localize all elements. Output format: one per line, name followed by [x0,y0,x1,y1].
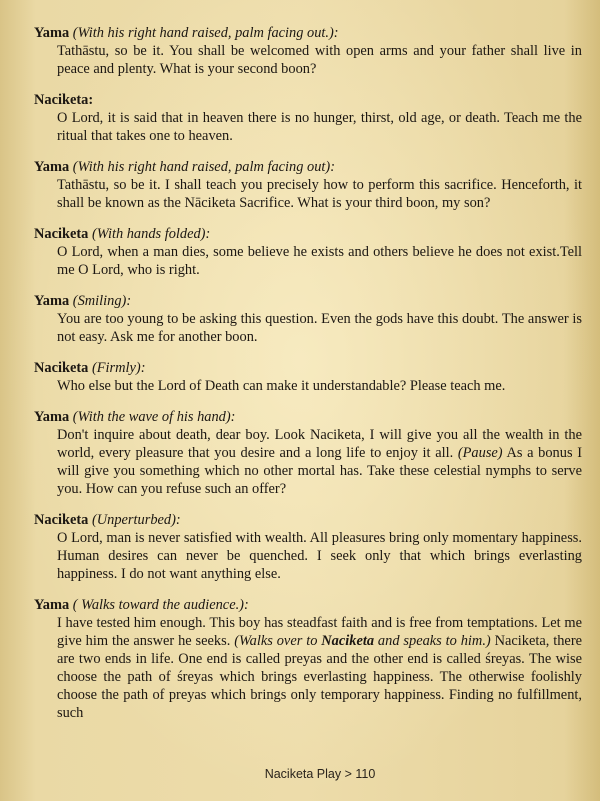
speech-text [57,426,582,498]
speaker-name: Naciketa: [34,92,94,108]
stage-direction: (Unperturbed): [88,512,181,528]
speech-text [57,310,582,346]
page-number: Naciketa Play > 110 [264,767,376,781]
speaker-name: Naciketa [34,360,89,376]
speaker-line [34,596,582,614]
speaker-line [34,24,582,42]
inline-character-name: Naciketa [321,633,375,649]
play-script [34,24,582,735]
page-footer [0,767,600,781]
speaker-name: Yama [34,597,70,613]
inline-stage-direction: (Walks over to [234,633,322,649]
speaker-line [34,511,582,529]
speaker-name: Yama [34,409,70,425]
inline-stage-direction: and speaks to him.) [374,633,491,649]
speaker-line [34,359,582,377]
speech-text [57,614,582,722]
speech-text [57,377,582,395]
dialogue-block [34,359,582,395]
speech-text [57,529,582,583]
speech-segment: As a bonus I will give you something which no other mortal has. Take these celestial nymphs to serve you. How can you refuse such an offer? [57,445,582,497]
dialogue-block [34,292,582,346]
speech-segment: Tathāstu, so be it. I shall teach you precisely how to perform this sacrifice. Henceforth, it shall be known as the Nāciketa Sacrifice. What is your third boon, my son? [57,177,582,211]
dialogue-block [34,158,582,212]
speaker-line [34,91,582,109]
dialogue-block [34,408,582,498]
speaker-line [34,158,582,176]
speech-text [57,42,582,78]
speech-segment: Don't inquire about death, dear boy. Look Naciketa, I will give you all the wealth in the world, every pleasure that you desire and a long life to enjoy it all. [57,427,582,461]
speech-segment: O Lord, man is never satisfied with wealth. All pleasures bring only momentary happiness. Human desires can never be quenched. I seek only that which brings everlasting happiness. I do not want anything else. [57,530,582,582]
stage-direction: (With the wave of his hand): [69,409,236,425]
speaker-name: Naciketa [34,512,89,528]
speech-segment: Naciketa, there are two ends in life. One end is called preyas and the other end is called śreyas. The wise choose the path of śreyas which brings everlasting happiness. The otherwise foolishly choose the path of preyas which brings only temporary happiness. Finding no fulfillment, such [57,633,582,721]
speech-segment: Who else but the Lord of Death can make it understandable? Please teach me. [57,378,506,394]
speaker-line [34,292,582,310]
speech-segment: O Lord, it is said that in heaven there is no hunger, thirst, old age, or death. Teach me the ritual that takes one to heaven. [57,110,582,144]
stage-direction: (With his right hand raised, palm facing out.): [69,25,339,41]
dialogue-block [34,596,582,722]
speech-segment: Tathāstu, so be it. You shall be welcomed with open arms and your father shall live in peace and plenty. What is your second boon? [57,43,582,77]
stage-direction: (With hands folded): [88,226,211,242]
speech-segment: I have tested him enough. This boy has steadfast faith and is free from temptations. Let me give him the answer he seeks. [57,615,582,649]
dialogue-block [34,511,582,583]
speech-segment: You are too young to be asking this question. Even the gods have this doubt. The answer is not easy. Ask me for another boon. [57,311,582,345]
speech-segment: O Lord, when a man dies, some believe he exists and others believe he does not exist.Tell me O Lord, who is right. [57,244,582,278]
speech-text [57,176,582,212]
speaker-name: Naciketa [34,226,89,242]
speaker-name: Yama [34,159,70,175]
speech-text [57,109,582,145]
inline-stage-direction: (Pause) [457,445,503,461]
stage-direction: ( Walks toward the audience.): [69,597,249,613]
stage-direction: (Firmly): [88,360,146,376]
stage-direction: (With his right hand raised, palm facing out): [69,159,336,175]
speaker-line [34,408,582,426]
speech-text [57,243,582,279]
speaker-line [34,225,582,243]
dialogue-block [34,225,582,279]
stage-direction: (Smiling): [69,293,132,309]
dialogue-block [34,24,582,78]
speaker-name: Yama [34,25,70,41]
speaker-name: Yama [34,293,70,309]
dialogue-block [34,91,582,145]
